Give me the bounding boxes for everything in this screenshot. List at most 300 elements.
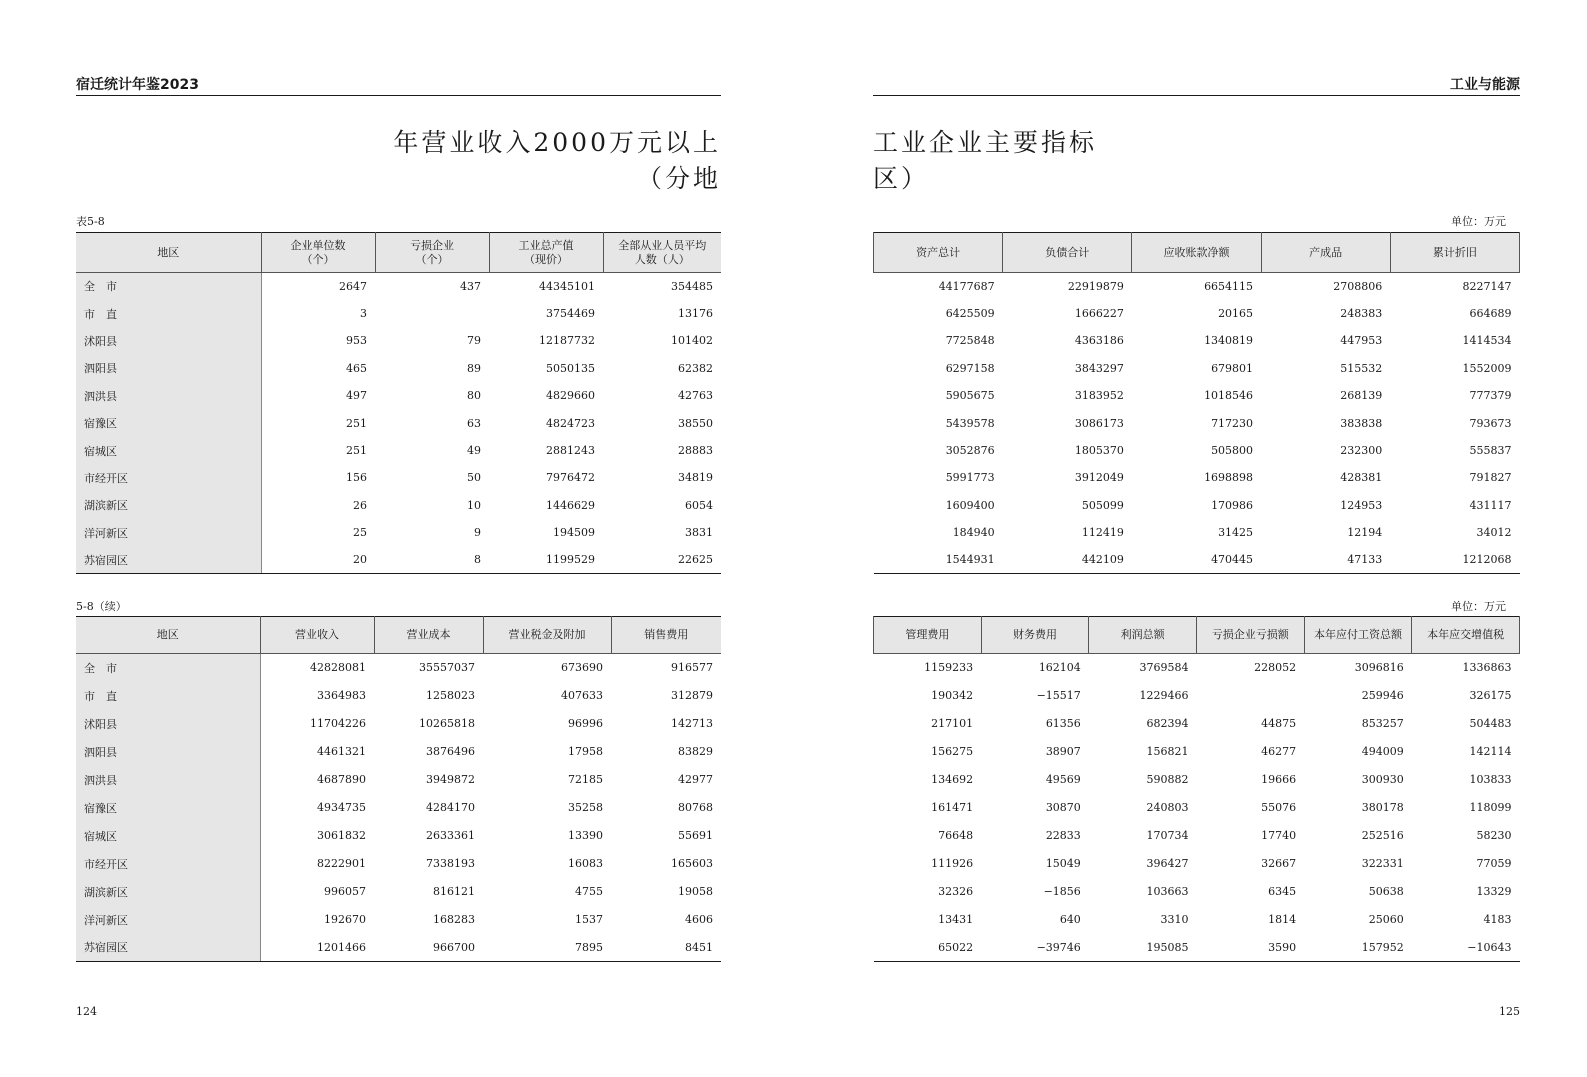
value-cell: 10265818 — [419, 717, 475, 730]
value-cell: 8 — [375, 546, 489, 573]
column-header: 管理费用 — [874, 617, 982, 654]
value-cell: 162104 — [1038, 661, 1081, 675]
value-cell: 1414534 — [1462, 334, 1512, 348]
value-cell: 118099 — [1469, 801, 1512, 814]
value-cell — [375, 300, 489, 327]
table-row — [76, 878, 721, 906]
value-cell: 4284170 — [426, 801, 475, 814]
value-cell: 96996 — [568, 717, 603, 730]
value-cell: 717230 — [1211, 416, 1254, 430]
value-cell: 7725848 — [945, 334, 995, 348]
table-row — [76, 546, 721, 573]
value-cell: 20 — [261, 546, 375, 573]
value-cell: 2708806 — [1333, 279, 1383, 293]
value-cell: 44345101 — [539, 279, 595, 293]
column-header: 累计折旧 — [1390, 233, 1519, 273]
value-cell: 590882 — [1146, 773, 1189, 786]
value-cell: 8451 — [611, 934, 721, 962]
value-cell: 50 — [467, 471, 481, 485]
value-cell: 112419 — [1081, 526, 1124, 540]
value-cell: 664689 — [1469, 307, 1512, 321]
value-cell: 3769584 — [1139, 661, 1189, 675]
value-cell: 111926 — [931, 857, 974, 870]
value-cell: 1814 — [1268, 913, 1297, 926]
running-head-right: 工业与能源 — [1450, 77, 1520, 93]
value-cell: −15517 — [1036, 689, 1081, 702]
table-row — [874, 382, 1520, 409]
value-cell: 32667 — [1261, 857, 1297, 870]
value-cell: 34819 — [678, 471, 713, 485]
table-row — [874, 355, 1520, 382]
left-page — [76, 0, 721, 1077]
value-cell: 184940 — [952, 526, 995, 540]
value-cell: 312879 — [671, 689, 713, 702]
region-cell: 洋河新区 — [76, 906, 260, 934]
value-cell: 17740 — [1261, 829, 1297, 842]
region-cell: 湖滨新区 — [76, 878, 260, 906]
table-row — [76, 464, 721, 491]
value-cell: 326175 — [1469, 689, 1512, 702]
value-cell: 3949872 — [426, 773, 475, 786]
title-line1: 年营业收入2000万元以上 — [393, 128, 721, 157]
value-cell: 79 — [467, 334, 481, 348]
value-cell: 134692 — [931, 773, 974, 786]
value-cell: 354485 — [671, 279, 713, 293]
value-cell: 1537 — [575, 913, 603, 926]
value-cell: 156275 — [931, 745, 974, 758]
value-cell: 32326 — [938, 885, 974, 898]
value-cell: 47133 — [1261, 546, 1390, 573]
table-row — [76, 906, 721, 934]
value-cell: 103833 — [1469, 773, 1512, 786]
value-cell: 55691 — [678, 829, 713, 842]
region-cell: 苏宿园区 — [76, 546, 261, 573]
value-cell: 228052 — [1254, 661, 1297, 675]
region-cell: 宿豫区 — [76, 409, 261, 436]
value-cell: 6654115 — [1204, 279, 1254, 293]
value-cell: 555837 — [1469, 444, 1512, 458]
value-cell: 3061832 — [317, 829, 366, 842]
value-cell: 3754469 — [546, 307, 595, 321]
title-line1-right: 工业企业主要指标 — [873, 128, 1098, 157]
value-cell: 12187732 — [539, 334, 595, 348]
table-row — [874, 822, 1520, 850]
value-cell: 916577 — [671, 661, 713, 675]
value-cell: 101402 — [671, 334, 713, 348]
table1-left — [76, 232, 721, 574]
value-cell: 50638 — [1368, 885, 1404, 898]
value-cell: 816121 — [433, 885, 475, 898]
value-cell: 156 — [346, 471, 367, 485]
value-cell: 300930 — [1361, 773, 1404, 786]
value-cell: 80 — [467, 389, 481, 403]
value-cell: 30870 — [1045, 801, 1081, 814]
header-rule-left — [76, 95, 721, 96]
table2-right — [873, 616, 1520, 962]
value-cell: 3876496 — [426, 745, 475, 758]
value-cell: 4824723 — [546, 416, 595, 430]
value-cell: 1258023 — [426, 689, 475, 702]
value-cell: 19666 — [1261, 773, 1297, 786]
value-cell: 682394 — [1146, 717, 1189, 730]
value-cell: 10 — [467, 498, 481, 512]
table-row — [874, 464, 1520, 491]
table-row — [874, 654, 1520, 682]
value-cell: 4606 — [685, 913, 713, 926]
value-cell: 966700 — [374, 934, 483, 962]
table-row — [76, 738, 721, 766]
value-cell: 3086173 — [1074, 416, 1124, 430]
table-row — [874, 682, 1520, 710]
value-cell: 1336863 — [1462, 661, 1512, 675]
value-cell: 7338193 — [426, 857, 475, 870]
table-row — [874, 794, 1520, 822]
value-cell: 65022 — [874, 934, 982, 962]
value-cell: 3183952 — [1074, 389, 1124, 403]
value-cell: 22919879 — [1067, 279, 1124, 293]
value-cell: 259946 — [1361, 689, 1404, 702]
right-page — [873, 0, 1520, 1077]
value-cell: 190342 — [931, 689, 974, 702]
value-cell: 1199529 — [489, 546, 603, 573]
value-cell: 442109 — [1003, 546, 1132, 573]
value-cell: 13329 — [1476, 885, 1512, 898]
value-cell: 793673 — [1469, 416, 1512, 430]
value-cell: 2647 — [339, 279, 367, 293]
value-cell: 6054 — [685, 498, 713, 512]
value-cell: 5439578 — [945, 416, 995, 430]
table-row — [874, 934, 1520, 962]
value-cell: 192670 — [324, 913, 366, 926]
value-cell: 1229466 — [1139, 689, 1189, 702]
table-row — [874, 519, 1520, 546]
value-cell: 3 — [360, 307, 367, 321]
value-cell: 62382 — [678, 361, 713, 375]
value-cell: 11704226 — [310, 717, 366, 730]
column-header: 本年应交增值税 — [1412, 617, 1520, 654]
value-cell: 251 — [346, 444, 367, 458]
value-cell: 49569 — [1045, 773, 1081, 786]
value-cell: 9 — [474, 526, 481, 540]
column-header: 资产总计 — [874, 233, 1003, 273]
table-row — [76, 492, 721, 519]
value-cell: 5050135 — [546, 361, 595, 375]
value-cell: 240803 — [1146, 801, 1189, 814]
column-header: 营业成本 — [374, 617, 483, 654]
value-cell: 4183 — [1483, 913, 1512, 926]
value-cell: 142114 — [1469, 745, 1512, 758]
column-header: 负债合计 — [1003, 233, 1132, 273]
value-cell: 22833 — [1045, 829, 1081, 842]
column-header: 产成品 — [1261, 233, 1390, 273]
value-cell: 72185 — [568, 773, 603, 786]
region-cell: 市 直 — [76, 300, 261, 327]
value-cell: 77059 — [1476, 857, 1512, 870]
value-cell: 89 — [467, 361, 481, 375]
column-header: 亏损企业亏损额 — [1196, 617, 1304, 654]
region-cell: 市经开区 — [76, 464, 261, 491]
value-cell: 4755 — [575, 885, 603, 898]
value-cell: 437 — [460, 279, 481, 293]
table-row — [76, 794, 721, 822]
value-cell: 2633361 — [426, 829, 475, 842]
value-cell: 1666227 — [1074, 307, 1124, 321]
header-rule-right — [873, 95, 1520, 96]
value-cell: 4934735 — [317, 801, 366, 814]
value-cell: 1212068 — [1390, 546, 1519, 573]
column-header: 亏损企业 （个） — [375, 233, 489, 273]
value-cell: 407633 — [561, 689, 603, 702]
table-row — [874, 273, 1520, 300]
column-header: 企业单位数 （个） — [261, 233, 375, 273]
value-cell: 28883 — [678, 444, 713, 458]
table-row — [76, 682, 721, 710]
value-cell: 996057 — [324, 885, 366, 898]
region-cell: 沭阳县 — [76, 710, 260, 738]
value-cell: 380178 — [1361, 801, 1404, 814]
value-cell: 1698898 — [1204, 471, 1254, 485]
value-cell: 157952 — [1304, 934, 1412, 962]
region-cell: 泗洪县 — [76, 766, 260, 794]
column-header: 销售费用 — [611, 617, 721, 654]
title-line2: （分地 — [636, 164, 721, 193]
column-header: 应收账款净额 — [1132, 233, 1261, 273]
column-header: 地区 — [76, 617, 260, 654]
value-cell: 49 — [467, 444, 481, 458]
value-cell: 4829660 — [546, 389, 595, 403]
table2-left — [76, 616, 721, 962]
value-cell: 679801 — [1211, 361, 1254, 375]
value-cell: 6425509 — [945, 307, 995, 321]
value-cell: 465 — [346, 361, 367, 375]
value-cell: 13431 — [938, 913, 974, 926]
value-cell: 8222901 — [317, 857, 366, 870]
value-cell: 170986 — [1211, 498, 1254, 512]
value-cell: 165603 — [671, 857, 713, 870]
value-cell: 194509 — [553, 526, 595, 540]
value-cell: 428381 — [1340, 471, 1383, 485]
value-cell: 3310 — [1160, 913, 1189, 926]
region-cell: 市 直 — [76, 682, 260, 710]
value-cell: 3831 — [685, 526, 713, 540]
value-cell: 25060 — [1368, 913, 1404, 926]
table-row — [874, 300, 1520, 327]
value-cell: 1340819 — [1204, 334, 1254, 348]
value-cell: 12194 — [1347, 526, 1383, 540]
value-cell: 217101 — [931, 717, 974, 730]
column-header: 本年应付工资总额 — [1304, 617, 1412, 654]
region-cell: 湖滨新区 — [76, 492, 261, 519]
value-cell: 38907 — [1045, 745, 1081, 758]
table-row — [874, 546, 1520, 573]
value-cell: 1159233 — [924, 661, 974, 675]
value-cell: 1609400 — [945, 498, 995, 512]
value-cell: 35557037 — [419, 661, 475, 675]
value-cell: 7895 — [483, 934, 611, 962]
value-cell: 195085 — [1089, 934, 1197, 962]
table-row — [76, 934, 721, 962]
value-cell: 2881243 — [546, 444, 595, 458]
value-cell: 777379 — [1469, 389, 1512, 403]
value-cell: 19058 — [678, 885, 713, 898]
value-cell: 3843297 — [1074, 361, 1124, 375]
value-cell: 232300 — [1340, 444, 1383, 458]
table1-right — [873, 232, 1520, 574]
value-cell: 44875 — [1261, 717, 1297, 730]
value-cell: 494009 — [1361, 745, 1404, 758]
value-cell: 4687890 — [317, 773, 366, 786]
value-cell: 268139 — [1340, 389, 1383, 403]
value-cell: 504483 — [1469, 717, 1512, 730]
table-row — [76, 519, 721, 546]
value-cell: 1805370 — [1074, 444, 1124, 458]
page-number-right: 125 — [1499, 1005, 1520, 1018]
value-cell: 3096816 — [1354, 661, 1404, 675]
value-cell: 13176 — [678, 307, 713, 321]
value-cell: 26 — [353, 498, 367, 512]
table-row — [874, 766, 1520, 794]
value-cell: 791827 — [1469, 471, 1512, 485]
value-cell: 673690 — [561, 661, 603, 675]
table-row — [874, 878, 1520, 906]
column-header: 地区 — [76, 233, 261, 273]
value-cell: 252516 — [1361, 829, 1404, 842]
table-row — [76, 355, 721, 382]
table-row — [76, 437, 721, 464]
value-cell: 1201466 — [260, 934, 374, 962]
value-cell: 4363186 — [1074, 334, 1124, 348]
value-cell: 25 — [353, 526, 367, 540]
value-cell: 80768 — [678, 801, 713, 814]
region-cell: 全 市 — [76, 273, 261, 300]
region-cell: 沭阳县 — [76, 327, 261, 354]
region-cell: 宿豫区 — [76, 794, 260, 822]
value-cell: 953 — [346, 334, 367, 348]
region-cell: 宿城区 — [76, 822, 260, 850]
value-cell: 16083 — [568, 857, 603, 870]
column-header: 营业收入 — [260, 617, 374, 654]
value-cell: 431117 — [1469, 498, 1512, 512]
value-cell: 20165 — [1218, 307, 1254, 321]
value-cell: 15049 — [1045, 857, 1081, 870]
value-cell: 640 — [1059, 913, 1081, 926]
table-row — [76, 822, 721, 850]
value-cell: 248383 — [1340, 307, 1383, 321]
value-cell: 83829 — [678, 745, 713, 758]
value-cell: 251 — [346, 416, 367, 430]
value-cell: 76648 — [938, 829, 974, 842]
value-cell: 42828081 — [310, 661, 366, 675]
table-row — [76, 409, 721, 436]
value-cell: 13390 — [568, 829, 603, 842]
table-row — [76, 654, 721, 682]
value-cell: 31425 — [1218, 526, 1254, 540]
value-cell: 55076 — [1261, 801, 1297, 814]
value-cell: 42763 — [678, 389, 713, 403]
value-cell: 3364983 — [317, 689, 366, 702]
value-cell: 44177687 — [938, 279, 995, 293]
region-cell: 泗阳县 — [76, 738, 260, 766]
value-cell: 470445 — [1132, 546, 1261, 573]
value-cell: 3590 — [1196, 934, 1304, 962]
value-cell: 61356 — [1045, 717, 1081, 730]
value-cell: 34012 — [1476, 526, 1512, 540]
table-row — [874, 492, 1520, 519]
value-cell: 5991773 — [945, 471, 995, 485]
value-cell: 168283 — [433, 913, 475, 926]
value-cell: 58230 — [1476, 829, 1512, 842]
value-cell: 447953 — [1340, 334, 1383, 348]
value-cell: 17958 — [568, 745, 603, 758]
value-cell: 22625 — [603, 546, 721, 573]
title-line2-right: 区） — [873, 164, 930, 193]
value-cell: −10643 — [1412, 934, 1520, 962]
value-cell: 1018546 — [1204, 389, 1254, 403]
value-cell: 515532 — [1340, 361, 1383, 375]
table-row — [874, 710, 1520, 738]
value-cell: 3052876 — [945, 444, 995, 458]
value-cell: 1446629 — [546, 498, 595, 512]
value-cell: −1856 — [1043, 885, 1081, 898]
value-cell: 4461321 — [317, 745, 366, 758]
table-row — [76, 766, 721, 794]
table1-unit: 单位：万元 — [1451, 215, 1506, 228]
running-head-left: 宿迁统计年鉴2023 — [76, 77, 199, 93]
table-row — [874, 738, 1520, 766]
value-cell: 8227147 — [1462, 279, 1512, 293]
table-row — [76, 327, 721, 354]
table-row — [874, 437, 1520, 464]
value-cell: 124953 — [1340, 498, 1383, 512]
page-number-left: 124 — [76, 1005, 97, 1018]
table-row — [76, 850, 721, 878]
value-cell — [1196, 682, 1304, 710]
column-header: 工业总产值 （现价） — [489, 233, 603, 273]
table-row — [874, 327, 1520, 354]
table1-label: 表5-8 — [76, 215, 105, 228]
table-row — [874, 409, 1520, 436]
table-row — [76, 382, 721, 409]
value-cell: 142713 — [671, 717, 713, 730]
region-cell: 宿城区 — [76, 437, 261, 464]
value-cell: 497 — [346, 389, 367, 403]
value-cell: 5905675 — [945, 389, 995, 403]
value-cell: 6297158 — [945, 361, 995, 375]
value-cell: 396427 — [1146, 857, 1189, 870]
value-cell: −39746 — [981, 934, 1089, 962]
value-cell: 46277 — [1261, 745, 1297, 758]
table-row — [76, 710, 721, 738]
value-cell: 103663 — [1146, 885, 1189, 898]
region-cell: 泗阳县 — [76, 355, 261, 382]
value-cell: 383838 — [1340, 416, 1383, 430]
column-header: 财务费用 — [981, 617, 1089, 654]
column-header: 利润总额 — [1089, 617, 1197, 654]
value-cell: 1544931 — [874, 546, 1003, 573]
value-cell: 63 — [467, 416, 481, 430]
table-row — [76, 273, 721, 300]
table-row — [874, 850, 1520, 878]
value-cell: 7976472 — [546, 471, 595, 485]
region-cell: 苏宿园区 — [76, 934, 260, 962]
region-cell: 洋河新区 — [76, 519, 261, 546]
column-header: 营业税金及附加 — [483, 617, 611, 654]
value-cell: 35258 — [568, 801, 603, 814]
table-row — [76, 300, 721, 327]
value-cell: 156821 — [1146, 745, 1189, 758]
value-cell: 322331 — [1361, 857, 1404, 870]
value-cell: 1552009 — [1462, 361, 1512, 375]
